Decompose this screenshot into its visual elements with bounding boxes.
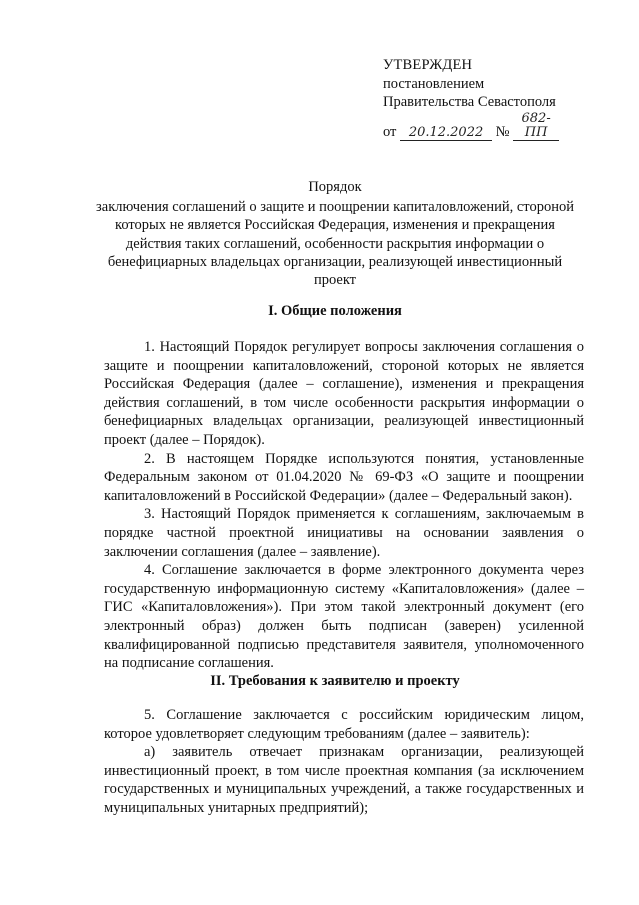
section-2-heading: II. Требования к заявителю и проекту	[210, 673, 460, 689]
document-title	[95, 178, 575, 289]
number-label: №	[495, 123, 510, 140]
title-text: заключения соглашений о защите и поощрении капиталовложений, стороной которых не является Российская Федерация, изменения и прекращения действия таких соглашений, особенности раскрытия информации о бенефициарных владельцах организации, реализующей инвестиционный проект	[96, 199, 574, 289]
approval-line-3: Правительства Севастополя	[383, 94, 556, 110]
paragraph-2: 2. В настоящем Порядке используются понятия, установленные Федеральным законом от 01.04.2020 № 69-ФЗ «О защите и поощрении капиталовложений в Российской Федерации» (далее – Федеральный закон).	[104, 450, 584, 504]
title-word: Порядок	[308, 179, 362, 195]
section-2-body	[104, 706, 584, 818]
from-label: от	[383, 123, 397, 140]
paragraph-5a: а) заявитель отвечает признакам организации, реализующей инвестиционный проект, в том числе проектная компания (за исключением государственных и муниципальных учреждений, а также государственных и муниципальных унитарных предприятий);	[104, 744, 584, 816]
paragraph-1: 1. Настоящий Порядок регулирует вопросы заключения соглашения о защите и поощрении капиталовложений, стороной которых не является Российская Федерация (далее – соглашение), изменения и прекращения действия соглашений, в том числе особенности раскрытия информации о бенефициарных владельцах организации, реализующей инвестиционный проект (далее – Порядок).	[104, 339, 584, 448]
approval-heading: УТВЕРЖДЕН	[383, 57, 473, 73]
section-1-heading: I. Общие положения	[268, 303, 402, 319]
paragraph-5: 5. Соглашение заключается с российским юридическим лицом, которое удовлетворяет следующим требованиям (далее – заявитель):	[104, 707, 584, 742]
approval-stamp	[383, 56, 559, 141]
approval-date: 20.12.2022	[400, 126, 492, 141]
approval-line-2: постановлением	[383, 75, 485, 92]
section-1-body	[104, 338, 584, 673]
approval-date-line	[383, 112, 559, 142]
paragraph-3: 3. Настоящий Порядок применяется к соглашениям, заключаемым в порядке частной проектной инициативы на основании заявления о заключении соглашения (далее – заявление).	[104, 506, 584, 560]
approval-number: 682-ПП	[513, 112, 559, 141]
paragraph-4: 4. Соглашение заключается в форме электронного документа через государственную информационную систему «Капиталовложения» (далее – ГИС «Капиталовложения»). При этом такой электронный документ (его электронный образ) должен быть подписан (заверен) усиленной квалифицированной подписью представителя заявителя, уполномоченного на подписание соглашения.	[104, 562, 584, 672]
